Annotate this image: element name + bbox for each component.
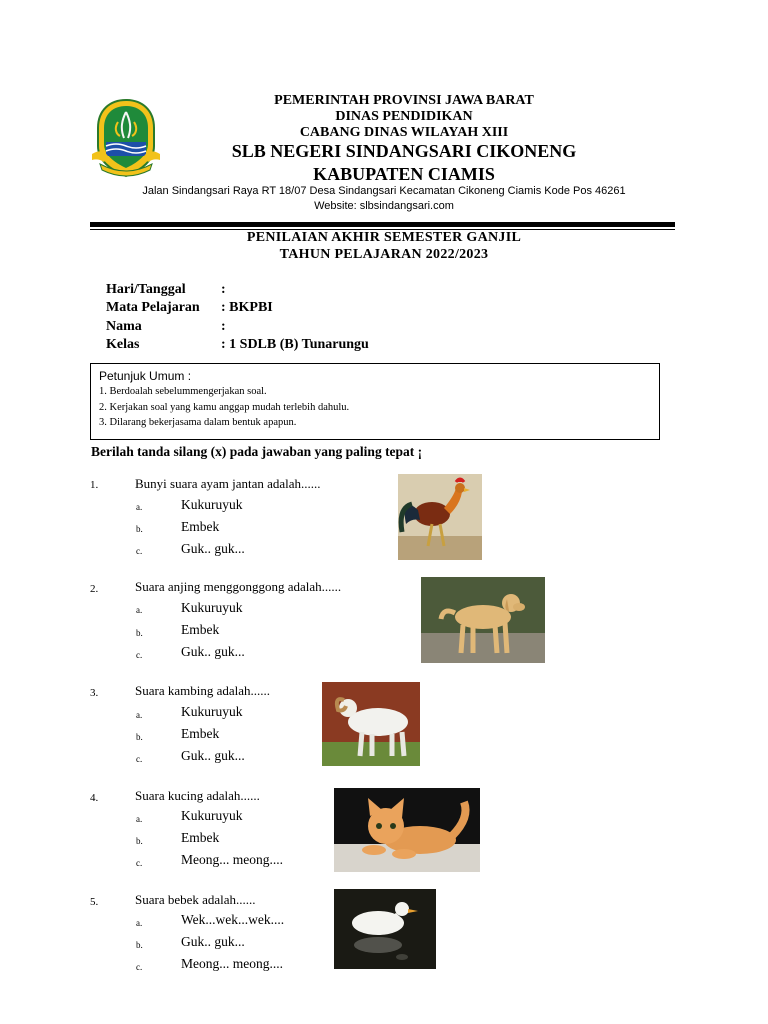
question-number: 5. (90, 896, 99, 908)
regency-name: KABUPATEN CIAMIS (313, 164, 495, 184)
info-row-date (106, 282, 226, 298)
info-row-subject (106, 300, 273, 316)
goat-image (322, 682, 420, 766)
option-letter: c. (136, 962, 143, 972)
option-letter: b. (136, 524, 143, 534)
instructions-box (90, 363, 660, 440)
info-label: Hari/Tanggal (106, 282, 186, 297)
question-text: Suara kambing adalah...... (135, 683, 271, 698)
instruction-item: 1. Berdoalah sebelummengerjakan soal. (99, 386, 267, 397)
option-text: Embek (181, 830, 220, 845)
header-divider-thick (90, 222, 675, 227)
rooster-image (398, 474, 482, 560)
option-letter: b. (136, 628, 143, 638)
option-text: Guk.. guk... (181, 748, 245, 763)
option-letter: b. (136, 836, 143, 846)
header-government: PEMERINTAH PROVINSI JAWA BARAT (274, 93, 534, 108)
duck-image (334, 889, 436, 969)
option-letter: b. (136, 940, 143, 950)
question-text: Suara kucing adalah...... (135, 788, 260, 803)
school-address: Jalan Sindangsari Raya RT 18/07 Desa Sindangsari Kecamatan Cikoneng Ciamis Kode Pos 46261 (142, 185, 626, 197)
info-label: Kelas (106, 337, 140, 352)
exam-title: PENILAIAN AKHIR SEMESTER GANJIL (246, 230, 522, 245)
instruction-item: 2. Kerjakan soal yang kamu anggap mudah terlebih dahulu. (99, 402, 350, 413)
option-letter: c. (136, 858, 143, 868)
question-text: Suara bebek adalah...... (135, 892, 256, 907)
info-row-name (106, 319, 226, 335)
exam-year: TAHUN PELAJARAN 2022/2023 (279, 247, 489, 262)
option-letter: b. (136, 732, 143, 742)
question-number: 3. (90, 687, 99, 699)
school-name: SLB NEGERI SINDANGSARI CIKONENG (231, 141, 577, 161)
option-letter: c. (136, 754, 143, 764)
option-text: Embek (181, 726, 220, 741)
dog-image (421, 577, 545, 663)
header-department: DINAS PENDIDIKAN (335, 109, 473, 124)
info-value: : BKPBI (221, 300, 273, 315)
option-text: Kukuruyuk (181, 704, 243, 719)
info-label: Mata Pelajaran (106, 300, 200, 315)
option-letter: a. (136, 918, 143, 928)
option-text: Guk.. guk... (181, 541, 245, 556)
option-text: Kukuruyuk (181, 600, 243, 615)
option-text: Embek (181, 519, 220, 534)
question-text: Suara anjing menggonggong adalah...... (135, 579, 342, 594)
option-letter: a. (136, 605, 143, 615)
option-letter: a. (136, 814, 143, 824)
question-text: Bunyi suara ayam jantan adalah...... (135, 476, 321, 491)
option-letter: c. (136, 650, 143, 660)
info-value: : 1 SDLB (B) Tunarungu (221, 337, 369, 352)
task-instruction: Berilah tanda silang (x) pada jawaban yang paling tepat ¡ (91, 444, 423, 459)
info-row-class (106, 337, 369, 353)
option-text: Meong... meong.... (181, 852, 283, 867)
info-value: : (221, 319, 226, 334)
option-letter: c. (136, 546, 143, 556)
option-text: Guk.. guk... (181, 934, 245, 949)
option-text: Kukuruyuk (181, 808, 243, 823)
option-text: Embek (181, 622, 220, 637)
option-text: Wek...wek...wek.... (181, 912, 285, 927)
instruction-item: 3. Dilarang bekerjasama dalam bentuk apapun. (99, 417, 297, 428)
question-number: 4. (90, 792, 99, 804)
info-value: : (221, 282, 226, 297)
instructions-heading: Petunjuk Umum : (99, 369, 192, 383)
header-branch: CABANG DINAS WILAYAH XIII (299, 125, 509, 140)
school-website: Website: slbsindangsari.com (314, 200, 454, 212)
option-text: Guk.. guk... (181, 644, 245, 659)
question-number: 2. (90, 583, 99, 595)
option-text: Meong... meong.... (181, 956, 283, 971)
option-letter: a. (136, 710, 143, 720)
info-label: Nama (106, 319, 142, 334)
option-letter: a. (136, 502, 143, 512)
question-number: 1. (90, 479, 99, 491)
cat-image (334, 788, 480, 872)
option-text: Kukuruyuk (181, 497, 243, 512)
